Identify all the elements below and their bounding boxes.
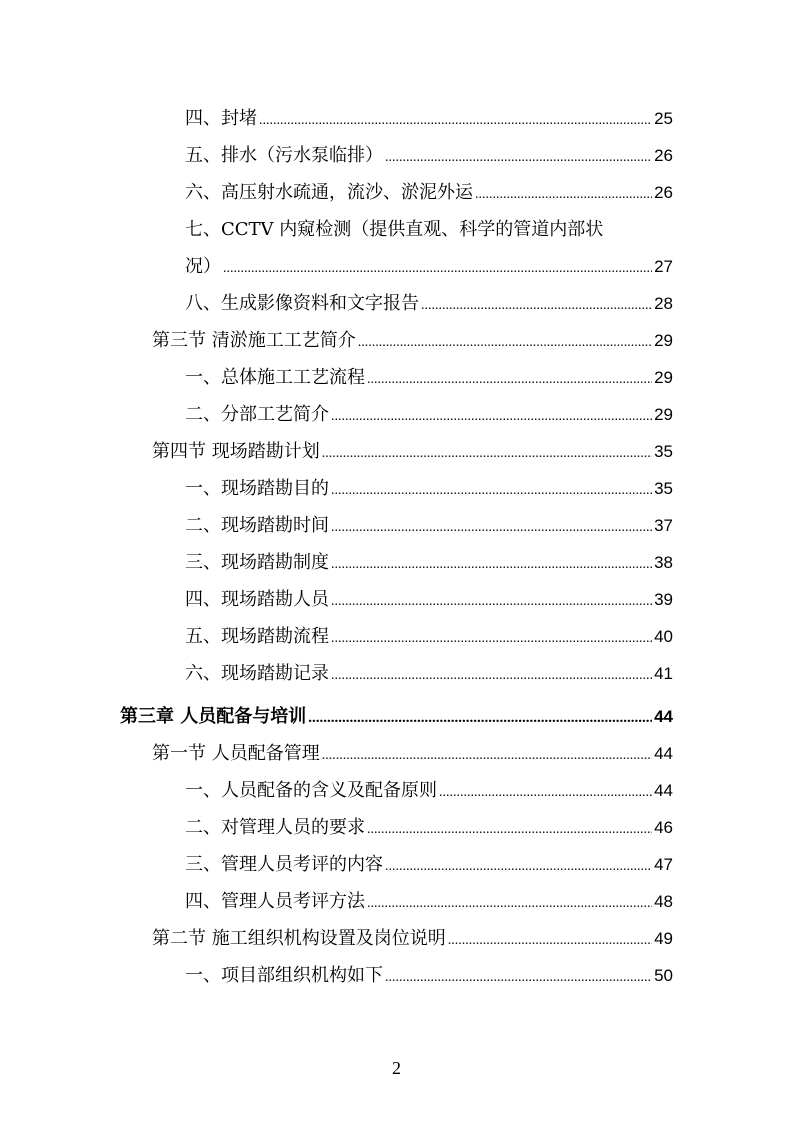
- toc-entry-page: 29: [654, 368, 673, 387]
- toc-entry-title: 一、总体施工工艺流程: [185, 367, 365, 388]
- toc-entry[interactable]: [185, 100, 673, 137]
- toc-entry-page: 28: [654, 294, 673, 313]
- page-number: 2: [392, 1058, 401, 1078]
- toc-section-entry[interactable]: [152, 735, 673, 772]
- toc-entry-title: 第四节 现场踏勘计划: [152, 441, 320, 462]
- toc-entry-page: 44: [654, 707, 673, 726]
- toc-entry[interactable]: [185, 883, 673, 920]
- toc-dot-leader: [331, 620, 652, 657]
- toc-entry[interactable]: [185, 507, 673, 544]
- toc-dot-leader: [223, 250, 652, 287]
- toc-entry-page: 47: [654, 855, 673, 874]
- toc-dot-leader: [367, 885, 652, 922]
- toc-entry-page: 38: [654, 553, 673, 572]
- toc-entry[interactable]: [185, 772, 673, 809]
- toc-dot-leader: [385, 139, 652, 176]
- toc-entry-page: 26: [654, 183, 673, 202]
- toc-entry-page: 50: [654, 966, 673, 985]
- toc-entry-title: 一、项目部组织机构如下: [185, 965, 383, 986]
- toc-dot-leader: [367, 811, 652, 848]
- toc-entry[interactable]: [185, 618, 673, 655]
- toc-dot-leader: [322, 435, 652, 472]
- toc-entry-page: 25: [654, 109, 673, 128]
- toc-entry-page: 29: [654, 331, 673, 350]
- toc-chapter-entry[interactable]: [120, 698, 673, 735]
- toc-entry[interactable]: [185, 359, 673, 396]
- toc-entry-title: 二、现场踏勘时间: [185, 515, 329, 536]
- toc-entry-page: 26: [654, 146, 673, 165]
- toc-dot-leader: [385, 959, 652, 996]
- toc-entry-title: 二、对管理人员的要求: [185, 817, 365, 838]
- toc-dot-leader: [331, 546, 652, 583]
- toc-dot-leader: [331, 657, 652, 694]
- toc-entry-page: 37: [654, 516, 673, 535]
- toc-entry-title: 四、封堵: [185, 108, 257, 129]
- toc-entry-title: 一、人员配备的含义及配备原则: [185, 780, 437, 801]
- toc-entry-title: 六、现场踏勘记录: [185, 663, 329, 684]
- toc-dot-leader: [308, 700, 652, 737]
- toc-section-entry[interactable]: [152, 322, 673, 359]
- toc-entry[interactable]: [185, 846, 673, 883]
- toc-dot-leader: [259, 102, 652, 139]
- toc-dot-leader: [367, 361, 652, 398]
- toc-entry-page: 44: [654, 781, 673, 800]
- toc-entry-page: 35: [654, 479, 673, 498]
- toc-entry-page: 27: [654, 257, 673, 276]
- toc-entry[interactable]: [185, 957, 673, 994]
- toc-entry-title: 三、现场踏勘制度: [185, 552, 329, 573]
- toc-entry[interactable]: [185, 581, 673, 618]
- toc-dot-leader: [421, 287, 652, 324]
- toc-entry-page: 41: [654, 664, 673, 683]
- toc-entry-page: 48: [654, 892, 673, 911]
- toc-dot-leader: [439, 774, 652, 811]
- toc-dot-leader: [448, 922, 652, 959]
- toc-entry[interactable]: [185, 544, 673, 581]
- toc-dot-leader: [475, 176, 652, 213]
- toc-entry[interactable]: [185, 396, 673, 433]
- toc-entry-page: 29: [654, 405, 673, 424]
- toc-dot-leader: [331, 472, 652, 509]
- toc-entry-page: 35: [654, 442, 673, 461]
- toc-entry-title: 四、管理人员考评方法: [185, 891, 365, 912]
- toc-dot-leader: [322, 737, 652, 774]
- toc-entry-title: 五、排水（污水泵临排）: [185, 145, 383, 166]
- toc-dot-leader: [385, 848, 652, 885]
- toc-entry-page: 44: [654, 744, 673, 763]
- toc-entry[interactable]: [185, 174, 673, 211]
- toc-section-entry[interactable]: [152, 920, 673, 957]
- toc-entry[interactable]: [185, 137, 673, 174]
- toc-entry-title: 五、现场踏勘流程: [185, 626, 329, 647]
- toc-entry-page: 49: [654, 929, 673, 948]
- toc-entry-title: 六、高压射水疏通，流沙、淤泥外运: [185, 182, 473, 203]
- toc-entry[interactable]: [185, 809, 673, 846]
- toc-entry-title: 七、CCTV 内窥检测（提供直观、科学的管道内部状: [185, 219, 604, 240]
- toc-entry-title: 一、现场踏勘目的: [185, 478, 329, 499]
- toc-dot-leader: [331, 509, 652, 546]
- toc-entry-title: 二、分部工艺简介: [185, 404, 329, 425]
- toc-entry-title: 第一节 人员配备管理: [152, 743, 320, 764]
- toc-entry-title: 八、生成影像资料和文字报告: [185, 293, 419, 314]
- toc-entry-title: 况）: [185, 256, 221, 277]
- toc-entry[interactable]: [185, 211, 673, 248]
- toc-entry[interactable]: [185, 470, 673, 507]
- toc-dot-leader: [331, 583, 652, 620]
- toc-entry-page: 46: [654, 818, 673, 837]
- toc-section-entry[interactable]: [152, 433, 673, 470]
- toc-entry-page: 40: [654, 627, 673, 646]
- toc-entry-title: 第二节 施工组织机构设置及岗位说明: [152, 928, 446, 949]
- toc-entry-title: 四、现场踏勘人员: [185, 589, 329, 610]
- toc-dot-leader: [331, 398, 652, 435]
- toc-entry-title: 三、管理人员考评的内容: [185, 854, 383, 875]
- toc-entry[interactable]: [185, 655, 673, 692]
- toc-entry-continuation[interactable]: [185, 248, 673, 285]
- toc-entry-title: 第三节 清淤施工工艺简介: [152, 330, 356, 351]
- toc-entry[interactable]: [185, 285, 673, 322]
- toc-dot-leader: [358, 324, 652, 361]
- toc-entry-page: 39: [654, 590, 673, 609]
- toc-entry-title: 第三章 人员配备与培训: [120, 706, 307, 727]
